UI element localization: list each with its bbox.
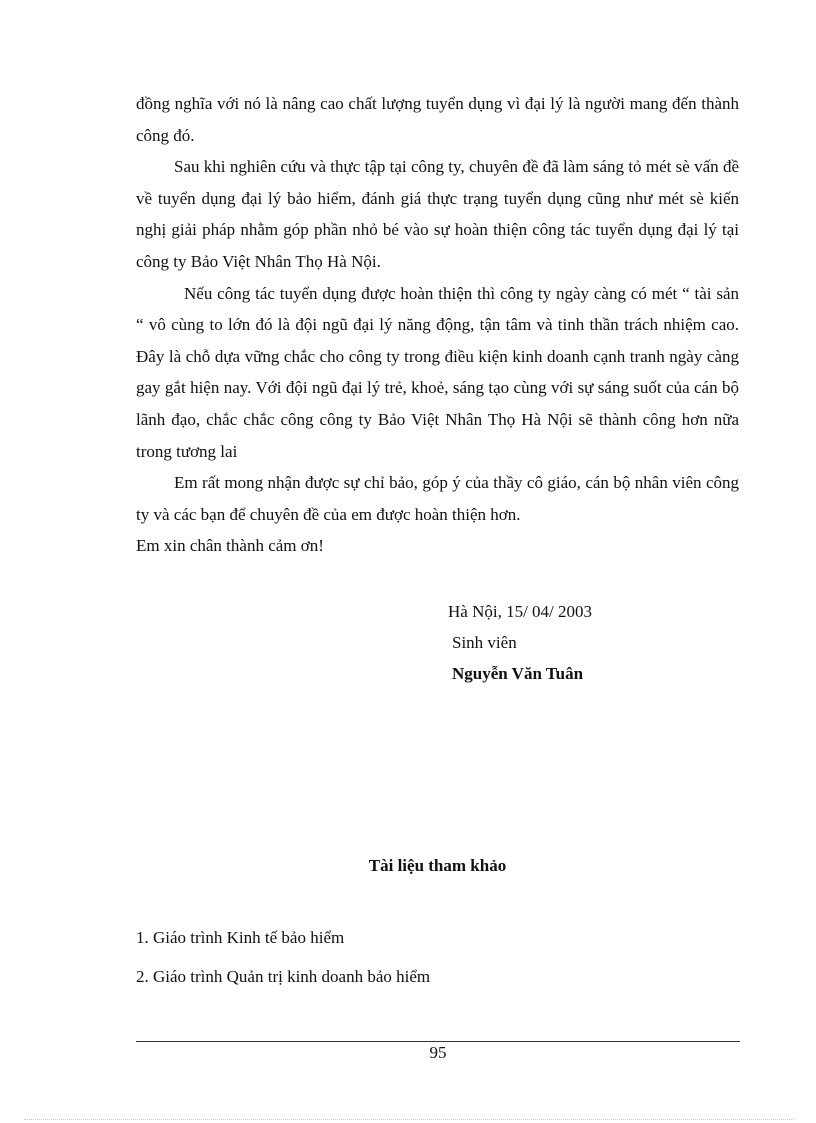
paragraph-recruitment-outlook: Nếu công tác tuyển dụng được hoàn thiện thì công ty ngày càng có mét “ tài sản “ vô cùng to lớn đó là đội ngũ đại lý năng động, tận tâm và tinh thần trách nhiệm cao. Đây là chỗ dựa vững chắc cho công ty trong điều kiện kinh doanh cạnh tranh ngày càng gay gắt hiện nay. Với đội ngũ đại lý trẻ, khoẻ, sáng tạo cùng với sự sáng suốt của cán bộ lãnh đạo, chắc chắc công công ty Bảo Việt Nhân Thọ Hà Nội sẽ thành công hơn nữa trong tương lai: [136, 283, 739, 461]
paragraph-continuation: đồng nghĩa với nó là nâng cao chất lượng tuyển dụng vì đại lý là người mang đến thành công đó.: [136, 94, 739, 145]
paragraph-thanks: Em xin chân thành cảm ơn!: [136, 536, 324, 556]
paragraph-request-feedback: Em rất mong nhận được sự chỉ bảo, góp ý của thầy cô giáo, cán bộ nhân viên công ty và các bạn để chuyên đề của em được hoàn thiện hơn.: [136, 473, 739, 524]
signature-name: Nguyễn Văn Tuân: [452, 664, 584, 683]
page-bottom-dotted-edge: [24, 1119, 794, 1120]
footer-divider: [136, 1041, 740, 1042]
reference-item: 2. Giáo trình Quản trị kinh doanh bảo hiểm: [136, 967, 431, 986]
references-list: [136, 918, 430, 996]
page-number: 95: [429, 1043, 447, 1062]
signature-block: [448, 596, 592, 689]
body-text: [136, 88, 739, 562]
signature-date: Hà Nội, 15/ 04/ 2003: [448, 602, 593, 621]
reference-item: 1. Giáo trình Kinh tế bảo hiểm: [136, 928, 345, 947]
signature-role: Sinh viên: [452, 633, 517, 652]
references-title: Tài liệu tham khảo: [368, 856, 507, 875]
paragraph-research-summary: Sau khi nghiên cứu và thực tập tại công ty, chuyên đề đã làm sáng tỏ mét sè vấn đề về tuyển dụng đại lý bảo hiểm, đánh giá thực trạng tuyển dụng cũng như mét sè kiến nghị giải pháp nhằm góp phần nhỏ bé vào sự hoàn thiện công tác tuyển dụng đại lý tại công ty Bảo Việt Nhân Thọ Hà Nội.: [136, 157, 739, 271]
